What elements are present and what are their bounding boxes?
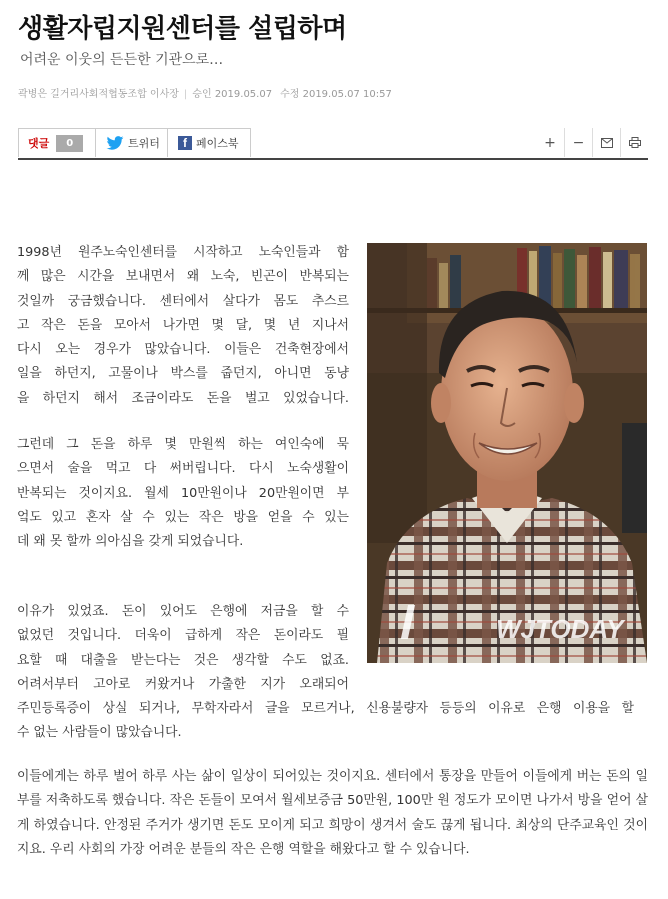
paragraph-line: 없었던 것입니다. 더욱이 급하게 작은 돈이라도 필 [17, 628, 349, 644]
comment-button[interactable] [18, 128, 96, 157]
mail-icon[interactable] [592, 128, 620, 157]
comment-count-badge: 0 [56, 135, 83, 152]
comment-label: 댓글 [28, 137, 50, 150]
modified-label: 수정 [280, 89, 300, 100]
paragraph-line: 주민등록증이 상실 되거나, 무학자라서 글을 모르거나, 신용불량자 등등의 이유로 은행 이용을 할 [17, 701, 634, 717]
body-paragraph-2 [17, 433, 349, 554]
twitter-label: 트위터 [128, 137, 160, 150]
approved-date: 2019.05.07 [214, 89, 273, 100]
facebook-share-button[interactable] [167, 128, 251, 157]
paragraph-line: 을 하던지 해서 조금이라도 돈을 벌고 있었습니다. [17, 390, 349, 406]
paragraph-line: 께 많은 시간을 보내면서 왜 노숙, 빈곤이 반복되는 [17, 269, 349, 285]
author: 곽병은 길거리사회적협동조합 이사장 [18, 89, 179, 100]
paragraph-line: 일을 하던지, 고물이나 박스를 줍던지, 아니면 동냥 [17, 366, 349, 382]
paragraph-line: 데 왜 못 할까 의아심을 갖게 되었습니다. [17, 534, 244, 550]
paragraph-line: 으면서 술을 먹고 다 써버립니다. 다시 노숙생활이 [17, 461, 349, 477]
facebook-label: 페이스북 [196, 137, 239, 150]
article-tools [536, 128, 648, 157]
body-paragraph-4: 이들에게는 하루 벌어 하루 사는 삶이 일상이 되어있는 것이지요. 센터에서 통장을 만들어 이들에게 버는 돈의 일부를 저축하도록 했습니다. 작은 돈들이 모여서 월세보증금 50만원, 100만 원 정도가 모이면 나가서 방을 얻어 살게 하였습니다. 안정된 주거가 생기면 돈도 모이게 되고 희망이 생겨서 술도 끊게 됩니다. 최상의 단주교육인 것이지요. 우리 사회의 가장 어려운 분들의 작은 은행 역할을 해왔다고 할 수 있습니다. [17, 769, 648, 857]
photo-watermark: WJTODAY [496, 614, 624, 644]
paragraph-line: 수 없는 사람들이 많았습니다. [17, 725, 182, 741]
minus-icon[interactable]: − [564, 128, 592, 157]
twitter-bird-icon [106, 136, 124, 150]
modified-date: 2019.05.07 10:57 [302, 89, 392, 100]
divider: | [183, 89, 188, 100]
article-subtitle: 어려운 이웃의 든든한 기관으로… [20, 52, 224, 68]
twitter-share-button[interactable] [95, 128, 168, 157]
paragraph-line: 고 작은 돈을 모아서 나가면 몇 달, 몇 년 지나서 [17, 317, 349, 333]
paragraph-line: 요할 때 대출을 받는다는 것은 생각할 수도 없죠. [17, 652, 349, 668]
body-paragraph-1 [17, 241, 349, 411]
byline [18, 85, 392, 100]
paragraph-line: 반복되는 것이지요. 월세 10만원이나 20만원이면 부 [17, 485, 349, 501]
article-title: 생활자립지원센터를 설립하며 [18, 14, 347, 44]
paragraph-line: 엌도 있고 혼자 살 수 있는 작은 방을 얻을 수 있는 [17, 509, 349, 525]
paragraph-line: 어려서부터 고아로 커왔거나 가출한 지가 오래되어 [17, 676, 349, 692]
paragraph-line: 이유가 있었죠. 돈이 있어도 은행에 저금을 할 수 [17, 604, 349, 619]
approved-label: 승인 [192, 89, 212, 100]
paragraph-line: 그런데 그 돈을 하루 몇 만원씩 하는 여인숙에 묵 [17, 437, 349, 452]
body-paragraph-3 [17, 600, 634, 746]
share-toolbar [18, 128, 648, 160]
paragraph-line: 것일까 궁금했습니다. 센터에서 살다가 몸도 추스르 [17, 293, 349, 309]
print-icon[interactable] [620, 128, 648, 157]
plus-icon[interactable]: + [544, 134, 556, 151]
facebook-icon: f [178, 136, 192, 150]
paragraph-line: 다시 오는 경우가 많았습니다. 이들은 건축현장에서 [17, 342, 349, 358]
paragraph-line: 1998년 원주노숙인센터를 시작하고 노숙인들과 함 [17, 245, 349, 260]
